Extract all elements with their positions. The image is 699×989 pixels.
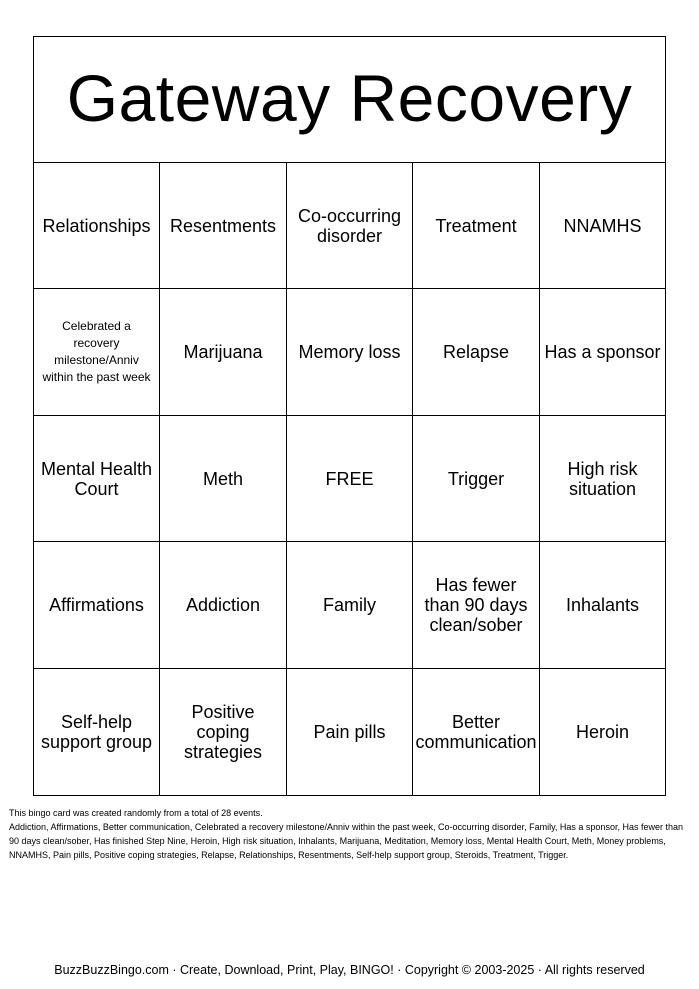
bingo-cell-4-1: Affirmations [34,542,160,669]
bingo-cell-2-5: Has a sponsor [540,289,665,416]
card-title: Gateway Recovery [34,37,665,163]
notes-event-list: Addiction, Affirmations, Better communication, Celebrated a recovery milestone/Anniv within the past week, Co-occurring disorder, Family, Has a sponsor, Has fewer than 90 days clean/sober, Has finished Step Nine, Heroin, High risk situation, Inhalants, Marijuana, Meditation, Memory loss, Mental Health Court, Meth, Money problems, NNAMHS, Pain pills, Positive coping strategies, Relapse, Relationships, Resentments, Self-help support group, Steroids, Treatment, Trigger. [9,822,683,860]
bingo-cell-5-4: Better communication [413,669,540,795]
bingo-cell-1-2: Resentments [160,163,287,289]
bingo-free-space: FREE [287,416,413,542]
bingo-cell-5-5: Heroin [575,722,630,742]
bingo-cell-1-4: Treatment [413,163,540,289]
bingo-cell-3-1: Mental Health Court [34,416,160,542]
bingo-cell-1-3: Co-occurring disorder [287,163,413,289]
bingo-cell-2-1: Celebrated a recovery milestone/Anniv within the past week [34,289,160,416]
bingo-cell-4-5: Inhalants [540,542,665,669]
bingo-cell-2-3: Memory loss [287,289,413,416]
bingo-cell-4-4: Has fewer than 90 days clean/sober [413,542,540,669]
bingo-card [33,36,666,796]
page-footer: BuzzBuzzBingo.com · Create, Download, Print, Play, BINGO! · Copyright © 2003-2025 · All rights reserved [54,963,645,977]
bingo-cell-5-1: Self-help support group [34,669,160,795]
bingo-cell-5-2: Positive coping strategies [160,669,287,795]
bingo-cell-2-2: Marijuana [160,289,287,416]
bingo-cell-3-4: Trigger [413,416,540,542]
bingo-cell-4-3: Family [287,542,413,669]
bingo-cell-4-2: Addiction [160,542,287,669]
bingo-grid [34,163,665,795]
bingo-cell-5-3: Pain pills [287,669,413,795]
bingo-cell-1-5: NNAMHS [540,163,665,289]
bingo-cell-2-4: Relapse [413,289,540,416]
notes-summary: This bingo card was created randomly from a total of 28 events. [9,808,263,818]
bingo-cell-3-2: Meth [160,416,287,542]
card-notes [9,806,684,862]
bingo-cell-1-1: Relationships [34,163,160,289]
bingo-cell-3-5: High risk situation [540,416,665,542]
